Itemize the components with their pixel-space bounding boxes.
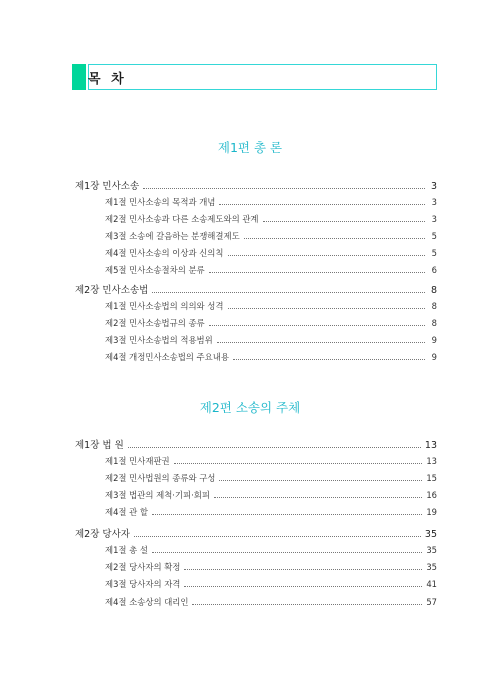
toc-section[interactable] [105, 506, 437, 521]
dot-leader [244, 238, 425, 239]
toc-section[interactable] [105, 596, 437, 611]
dot-leader [219, 204, 425, 205]
section-label: 제1절 민사소송법의 의의와 성격 [105, 301, 224, 311]
toc-section[interactable] [105, 300, 437, 315]
section-label: 제4절 소송상의 대리인 [105, 597, 189, 607]
toc-section[interactable] [105, 578, 437, 593]
chapter-label: 제2장 민사소송법 [75, 285, 149, 296]
toc-section[interactable] [105, 455, 437, 470]
section-label: 제2절 민사소송법규의 종류 [105, 318, 205, 328]
dot-leader [152, 552, 422, 553]
page-number: 57 [426, 597, 437, 607]
section-label: 제5절 민사소송절차의 분류 [105, 265, 205, 275]
dot-leader [219, 480, 422, 481]
page-number: 6 [431, 265, 437, 275]
toc-section[interactable] [105, 317, 437, 332]
page-number: 35 [424, 529, 437, 540]
page-number: 9 [431, 335, 437, 345]
toc-chapter[interactable] [75, 282, 437, 297]
toc-section[interactable] [105, 489, 437, 504]
section-label: 제1절 민사소송의 목적과 개념 [105, 197, 216, 207]
section-label: 제3절 법관의 제척·기피·회피 [105, 490, 210, 500]
toc-section[interactable] [105, 230, 437, 245]
section-label: 제4절 민사소송의 이상과 신의칙 [105, 248, 224, 258]
toc-section[interactable] [105, 247, 437, 262]
page-number: 5 [431, 231, 437, 241]
dot-leader [233, 359, 425, 360]
toc-header [72, 64, 437, 90]
dot-leader [209, 325, 425, 326]
dot-leader [134, 536, 421, 537]
page-number: 15 [426, 473, 437, 483]
toc-section[interactable] [105, 472, 437, 487]
dot-leader [209, 272, 425, 273]
chapter-label: 제1장 법 원 [75, 440, 124, 451]
section-label: 제2절 당사자의 확정 [105, 562, 181, 572]
toc-chapter[interactable] [75, 178, 437, 193]
section-label: 제3절 민사소송법의 적용범위 [105, 335, 213, 345]
part-title: 제2편 소송의 주체 [199, 400, 301, 415]
dot-leader [143, 188, 425, 189]
page-number: 3 [431, 214, 437, 224]
chapter-label: 제1장 민사소송 [75, 181, 140, 192]
toc-section[interactable] [105, 196, 437, 211]
section-label: 제4절 관 할 [105, 507, 149, 517]
section-label: 제3절 당사자의 자격 [105, 579, 181, 589]
page-number: 8 [431, 301, 437, 311]
page-number: 8 [431, 318, 437, 328]
dot-leader [184, 569, 422, 570]
page-number: 13 [426, 456, 437, 466]
page-number: 16 [426, 490, 437, 500]
page-number: 35 [426, 545, 437, 555]
dot-leader [152, 514, 422, 515]
page-number: 35 [426, 562, 437, 572]
page-number: 13 [424, 440, 437, 451]
section-label: 제2절 민사법원의 종류와 구성 [105, 473, 216, 483]
page-number: 19 [426, 507, 437, 517]
header-accent-bar [72, 64, 86, 90]
toc-chapter[interactable] [75, 437, 437, 452]
toc-section[interactable] [105, 544, 437, 559]
section-label: 제3절 소송에 갈음하는 분쟁해결제도 [105, 231, 240, 241]
section-label: 제4절 개정민사소송법의 주요내용 [105, 352, 229, 362]
part-title: 제1편 총 론 [217, 140, 283, 155]
dot-leader [228, 308, 426, 309]
page-number: 3 [431, 197, 437, 207]
dot-leader [263, 221, 425, 222]
dot-leader [214, 497, 422, 498]
page-number: 3 [430, 181, 437, 192]
page-number: 41 [426, 579, 437, 589]
dot-leader [174, 463, 423, 464]
toc-section[interactable] [105, 264, 437, 279]
section-label: 제2절 민사소송과 다른 소송제도와의 관계 [105, 214, 259, 224]
dot-leader [192, 604, 422, 605]
dot-leader [128, 447, 421, 448]
toc-title: 목 차 [88, 72, 127, 87]
chapter-label: 제2장 당사자 [75, 529, 130, 540]
dot-leader [152, 292, 425, 293]
toc-section[interactable] [105, 213, 437, 228]
section-label: 제1절 민사재판권 [105, 456, 170, 466]
page-number: 9 [431, 352, 437, 362]
toc-section[interactable] [105, 561, 437, 576]
page-number: 8 [430, 285, 437, 296]
toc-section[interactable] [105, 334, 437, 349]
section-label: 제1절 총 설 [105, 545, 149, 555]
dot-leader [217, 342, 425, 343]
dot-leader [228, 255, 426, 256]
toc-section[interactable] [105, 351, 437, 366]
page-number: 5 [431, 248, 437, 258]
header-box [88, 64, 437, 90]
dot-leader [184, 586, 422, 587]
toc-chapter[interactable] [75, 526, 437, 541]
